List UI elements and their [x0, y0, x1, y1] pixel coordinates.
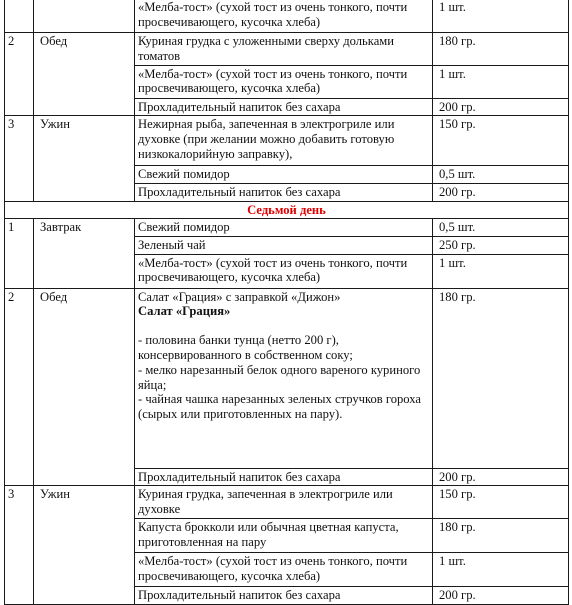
- meal-cell: Обед: [34, 33, 135, 116]
- row-number-cell: [5, 0, 34, 33]
- food-cell: Зеленый чай: [135, 236, 433, 254]
- quantity-cell: 200 гр.: [433, 468, 569, 486]
- meal-cell: Ужин: [34, 116, 135, 202]
- table-row: [5, 486, 569, 519]
- meal-cell: [34, 0, 135, 33]
- table-row: [5, 0, 569, 33]
- quantity-cell: 150 гр.: [433, 116, 569, 166]
- salad-ingredient: - чайная чашка нарезанных зеленых стручков гороха (сырых или приготовленных на пару).: [138, 392, 421, 422]
- quantity-cell: 180 гр.: [433, 518, 569, 552]
- quantity-cell: 0,5 шт.: [433, 218, 569, 236]
- quantity-cell: 180 гр.: [433, 33, 569, 66]
- quantity-cell: 200 гр.: [433, 98, 569, 116]
- diet-table: [4, 0, 569, 605]
- salad-ingredient: - половина банки тунца (нетто 200 г), консервированного в собственном соку;: [138, 333, 353, 362]
- food-cell: Нежирная рыба, запеченная в электрогриле или духовке (при желании можно добавить готовую низкокалорийную заправку),: [135, 116, 433, 166]
- row-number-cell: 1: [5, 218, 34, 288]
- food-cell: Капуста брокколи или обычная цветная капуста, приготовленная на пару: [135, 518, 433, 552]
- row-number-cell: 2: [5, 33, 34, 116]
- food-cell: Прохладительный напиток без сахара: [135, 184, 433, 202]
- quantity-cell: 200 гр.: [433, 184, 569, 202]
- salad-intro: Салат «Грация» с заправкой «Дижон»: [138, 289, 341, 304]
- meal-cell: Завтрак: [34, 218, 135, 288]
- quantity-cell: 1 шт.: [433, 0, 569, 33]
- food-cell: Прохладительный напиток без сахара: [135, 98, 433, 116]
- table-row: [5, 33, 569, 66]
- food-cell: Прохладительный напиток без сахара: [135, 468, 433, 486]
- quantity-cell: 1 шт.: [433, 65, 569, 98]
- salad-ingredient: - мелко нарезанный белок одного вареного куриного яйца;: [138, 362, 421, 392]
- section-header-row: [5, 201, 569, 218]
- quantity-cell: 1 шт.: [433, 552, 569, 586]
- quantity-cell: 150 гр.: [433, 486, 569, 519]
- section-title: Седьмой день: [5, 201, 569, 218]
- food-cell: Куриная грудка, запеченная в электрогриле или духовке: [135, 486, 433, 519]
- food-cell: «Мелба-тост» (сухой тост из очень тонкого, почти просвечивающего, кусочка хлеба): [135, 254, 433, 288]
- meal-cell: Обед: [34, 288, 135, 486]
- quantity-cell: 1 шт.: [433, 254, 569, 288]
- quantity-cell: 200 гр.: [433, 586, 569, 604]
- quantity-cell: 0,5 шт.: [433, 166, 569, 184]
- food-cell: «Мелба-тост» (сухой тост из очень тонкого, почти просвечивающего, кусочка хлеба): [135, 552, 433, 586]
- food-cell: Свежий помидор: [135, 218, 433, 236]
- food-cell: Прохладительный напиток без сахара: [135, 586, 433, 604]
- table-row: [5, 218, 569, 236]
- table-row: [5, 288, 569, 468]
- row-number-cell: 3: [5, 486, 34, 604]
- food-cell: «Мелба-тост» (сухой тост из очень тонкого, почти просвечивающего, кусочка хлеба): [135, 65, 433, 98]
- food-cell: «Мелба-тост» (сухой тост из очень тонкого, почти просвечивающего, кусочка хлеба): [135, 0, 433, 33]
- food-cell: Свежий помидор: [135, 166, 433, 184]
- row-number-cell: 3: [5, 116, 34, 202]
- row-number-cell: 2: [5, 288, 34, 486]
- quantity-cell: 250 гр.: [433, 236, 569, 254]
- table-row: [5, 116, 569, 166]
- salad-title: Салат «Грация»: [138, 304, 231, 319]
- quantity-cell: 180 гр.: [433, 288, 569, 468]
- salad-recipe-cell: [135, 288, 433, 468]
- food-cell: Куриная грудка с уложенными сверху дольками томатов: [135, 33, 433, 66]
- meal-cell: Ужин: [34, 486, 135, 604]
